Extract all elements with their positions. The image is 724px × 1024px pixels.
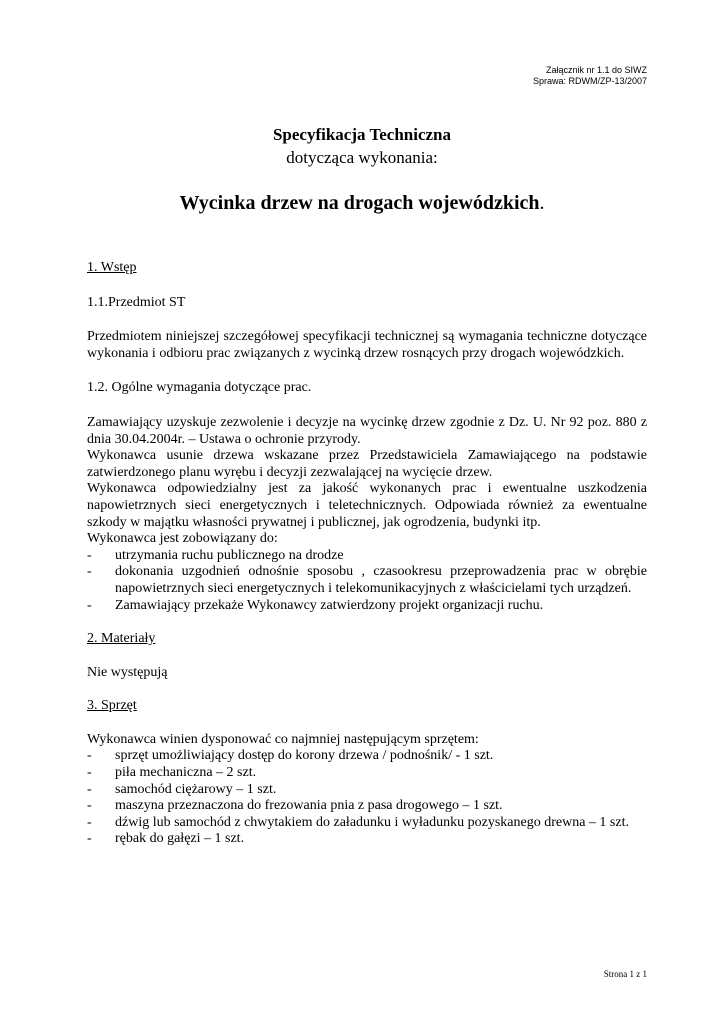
removal-paragraph: Wykonawca usunie drzewa wskazane przez Przedstawiciela Zamawiającego na podstawie zatwierdzonego planu wyrębu i decyzji zezwalającej na wycięcie drzew. [87, 448, 647, 480]
list-item: - piła mechaniczna – 2 szt. [87, 765, 647, 782]
section-1-1-text: Przedmiotem niniejszej szczegółowej specyfikacji technicznej są wymagania techniczne dotyczące wykonania i odbioru prac związanych z wycinką drzew rosnących przy drogach wojewódzkich. [87, 329, 647, 361]
subject-text: Wycinka drzew na drogach wojewódzkich [179, 192, 540, 214]
liability-paragraph: Wykonawca odpowiedzialny jest za jakość wykonanych prac i ewentualne uszkodzenia napowietrznych sieci energetycznych i teletechnicznych. Odpowiada również za ewentualne szkody w majątku własności prywatnej i publicznej, jak ogrodzenia, budynki itp. [87, 481, 647, 530]
attachment-number: Załącznik nr 1.1 do SIWZ [545, 65, 647, 75]
equipment-list [87, 748, 647, 848]
document-subtitle: dotycząca wykonania: [286, 148, 438, 167]
section-1-2-heading: 1.2. Ogólne wymagania dotyczące prac. [87, 380, 312, 396]
list-item: - utrzymania ruchu publicznego na drodze [87, 548, 647, 565]
equipment-intro: Wykonawca winien dysponować co najmniej następującym sprzętem: [87, 731, 479, 747]
list-item: - Zamawiający przekaże Wykonawcy zatwierdzony projekt organizacji ruchu. [87, 598, 647, 615]
list-item: - dźwig lub samochód z chwytakiem do załadunku i wyładunku pozyskanego drewna – 1 szt. [87, 815, 647, 832]
document-subject [0, 192, 724, 215]
attachment-note [533, 65, 647, 87]
section-2-text: Nie występują [87, 664, 168, 680]
list-item: - sprzęt umożliwiający dostęp do korony drzewa / podnośnik/ - 1 szt. [87, 748, 647, 765]
section-1-heading: 1. Wstęp [87, 260, 137, 275]
list-item: - dokonania uzgodnień odnośnie sposobu , czasookresu przeprowadzenia prac w obrębie napowietrznych sieci energetycznych i telekomunikacyjnych z właścicielami tych urządzeń. [87, 564, 647, 597]
obligations-intro: Wykonawca jest zobowiązany do: [87, 531, 278, 547]
list-item: - samochód ciężarowy – 1 szt. [87, 782, 647, 799]
page-number: Strona 1 z 1 [603, 969, 647, 979]
list-item: - rębak do gałęzi – 1 szt. [87, 831, 647, 848]
section-2-heading: 2. Materiały [87, 631, 156, 647]
section-1-1-heading: 1.1.Przedmiot ST [87, 294, 186, 310]
list-item: - maszyna przeznaczona do frezowania pnia z pasa drogowego – 1 szt. [87, 798, 647, 815]
obligations-list [87, 548, 647, 614]
permit-paragraph: Zamawiający uzyskuje zezwolenie i decyzje na wycinkę drzew zgodnie z Dz. U. Nr 92 poz. 880 z dnia 30.04.2004r. – Ustawa o ochronie przyrody. [87, 414, 647, 447]
section-3-heading: 3. Sprzęt [87, 698, 137, 714]
document-body [87, 260, 647, 848]
case-reference: Sprawa: RDWM/ZP-13/2007 [532, 76, 647, 86]
subject-period: . [539, 192, 545, 214]
document-title: Specyfikacja Techniczna [272, 125, 452, 144]
